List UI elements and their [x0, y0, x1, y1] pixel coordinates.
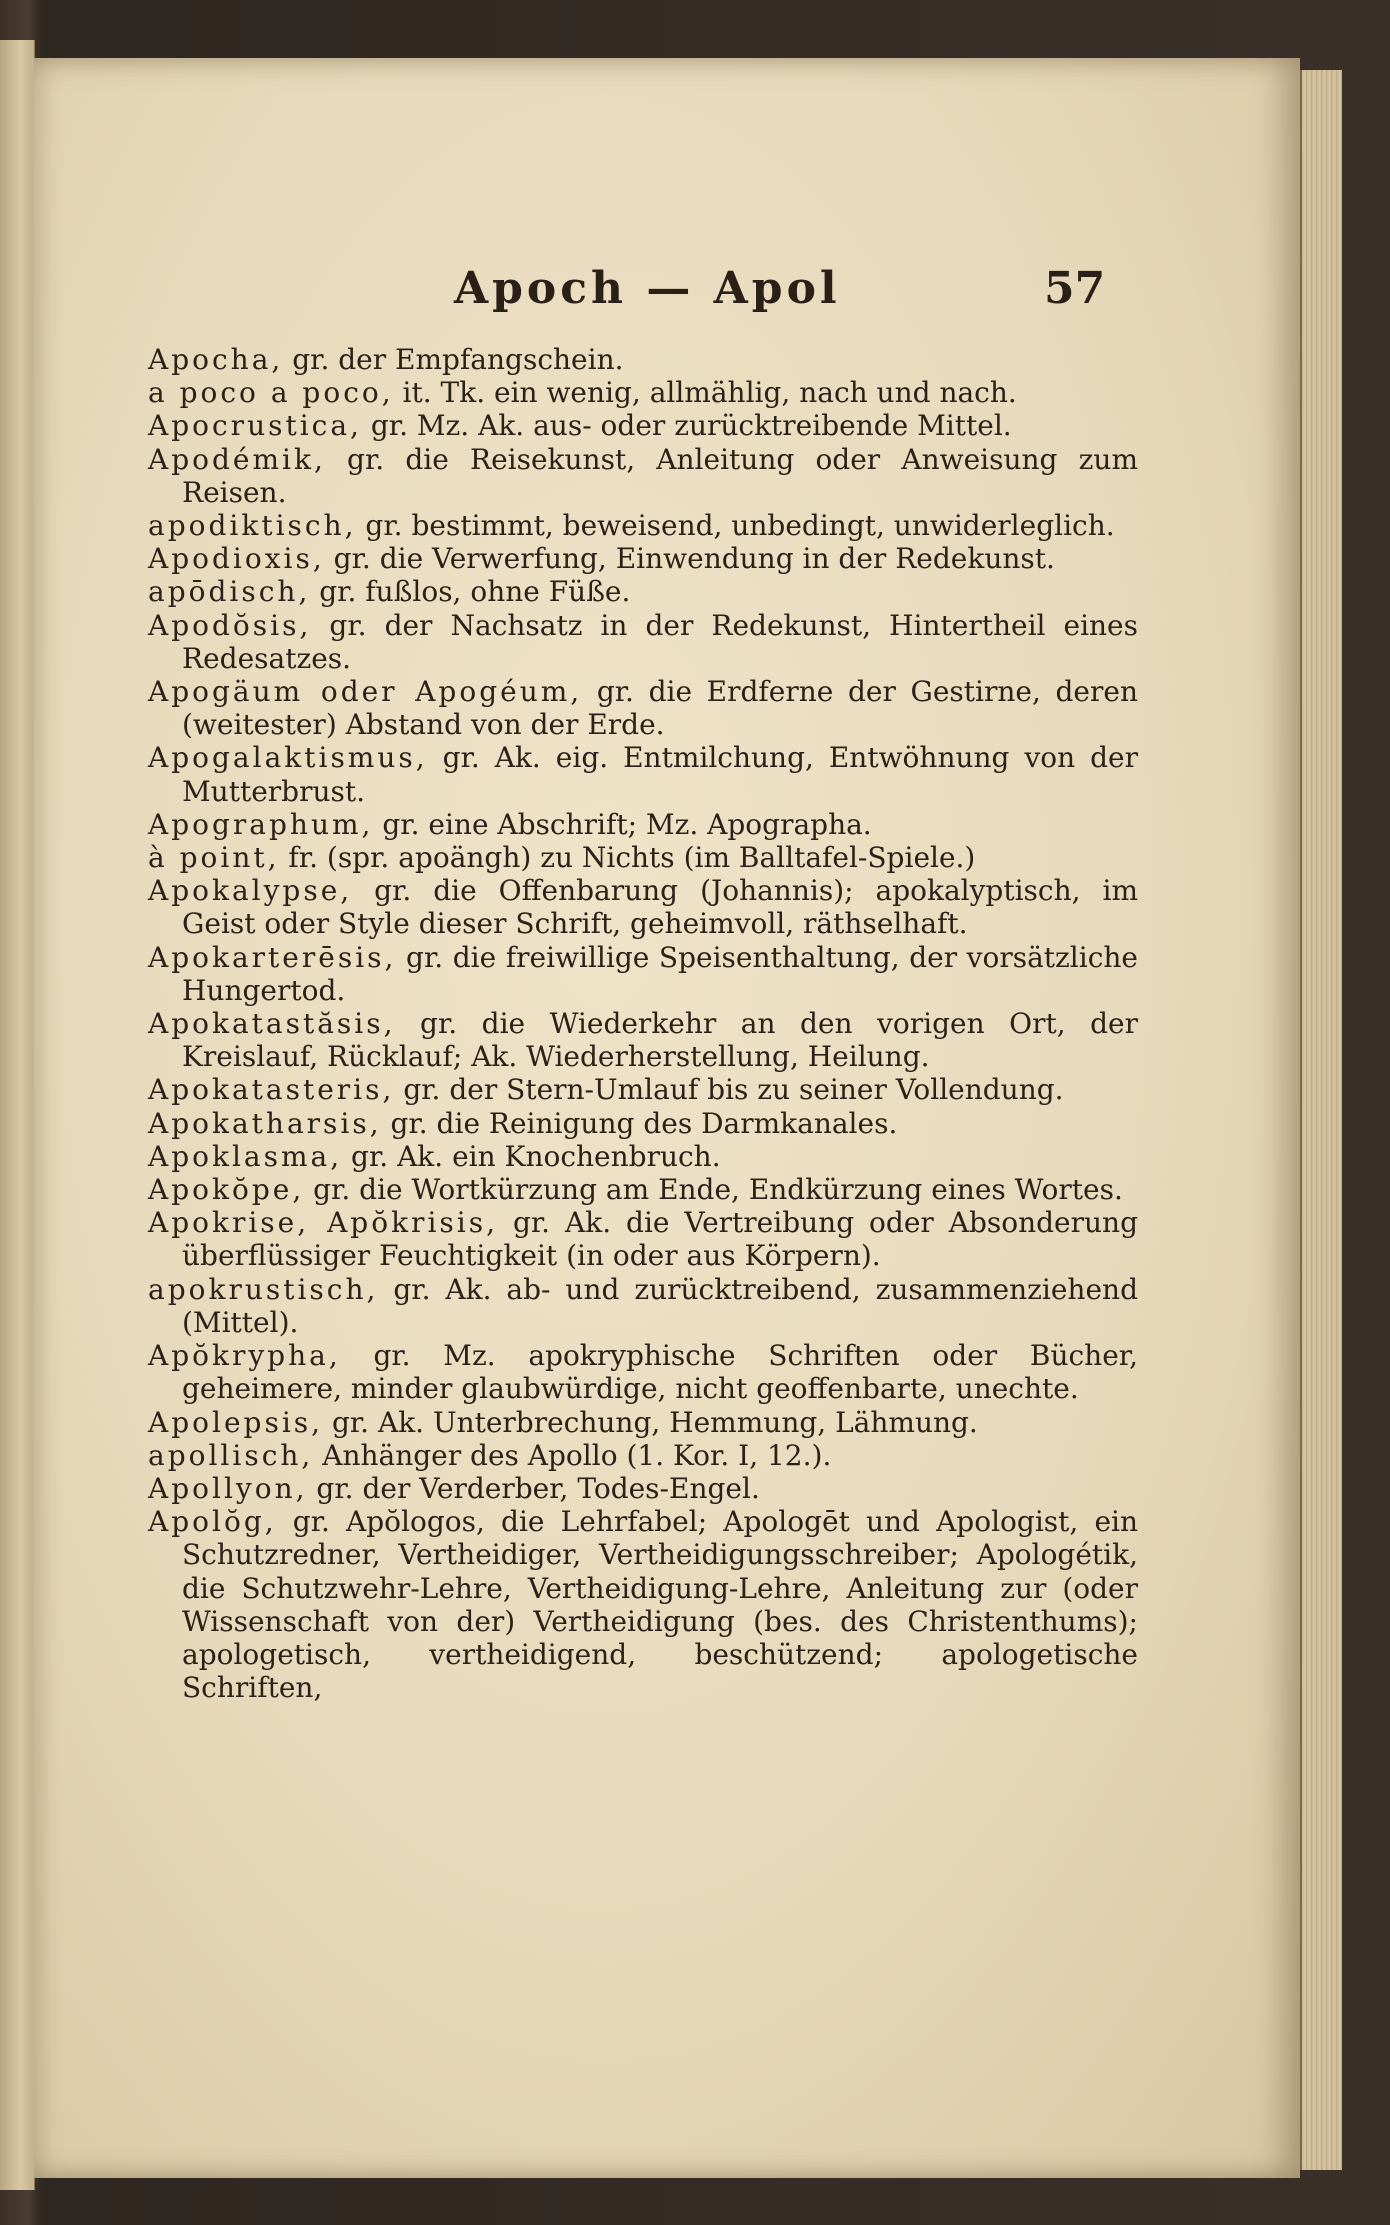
entry-headword: Apographum, — [148, 807, 374, 841]
entry-definition: gr. fußlos, ohne Füße. — [310, 575, 631, 609]
entry-definition: gr. der Nachsatz in der Redekunst, Hintertheil eines Redesatzes. — [182, 608, 1138, 675]
page-number: 57 — [1044, 263, 1106, 314]
dictionary-entry — [148, 1406, 1138, 1439]
entry-headword: Apogäum oder Apogéum, — [148, 675, 583, 709]
entry-headword: Apodioxis, — [148, 542, 325, 576]
entry-definition: gr. Ak. ab- und zurücktreibend, zusammenziehend (Mittel). — [182, 1272, 1138, 1339]
entry-headword: a poco a poco, — [148, 376, 394, 410]
entry-headword: Apŏkrypha, — [148, 1339, 341, 1373]
entry-headword: Apoklasma, — [148, 1139, 343, 1173]
dictionary-entry — [148, 1339, 1138, 1405]
dictionary-entry — [148, 509, 1138, 542]
entry-definition: gr. Mz. apokryphische Schriften oder Bücher, geheimere, minder glaubwürdige, nicht geoffenbarte, unechte. — [182, 1339, 1138, 1406]
entry-headword: Apodŏsis, — [148, 608, 312, 642]
entry-definition: gr. Ak. die Vertreibung oder Absonderung überflüssiger Feuchtigkeit (in oder aus Körpern). — [182, 1206, 1139, 1273]
dictionary-entries — [148, 343, 1138, 1704]
page-header — [34, 263, 1300, 323]
dictionary-entry — [148, 1107, 1138, 1140]
entry-headword: Apollyon, — [148, 1471, 308, 1505]
dictionary-entry — [148, 609, 1138, 675]
entry-definition: gr. die Erdferne der Gestirne, deren (weitester) Abstand von der Erde. — [182, 675, 1138, 742]
dictionary-entry — [148, 542, 1138, 575]
entry-headword: Apokatharsis, — [148, 1106, 382, 1140]
dictionary-entry — [148, 1140, 1138, 1173]
entry-definition: gr. Ak. ein Knochenbruch. — [342, 1139, 721, 1173]
dictionary-entry — [148, 343, 1138, 376]
dictionary-entry — [148, 1439, 1138, 1472]
entry-definition: gr. die Wortkürzung am Ende, Endkürzung eines Wortes. — [304, 1173, 1123, 1207]
dictionary-entry — [148, 874, 1138, 940]
dictionary-entry — [148, 741, 1138, 807]
dictionary-entry — [148, 1273, 1138, 1339]
entry-headword: Apodémik, — [148, 442, 326, 476]
dictionary-entry — [148, 808, 1138, 841]
entry-definition: Anhänger des Apollo (1. Kor. I, 12.). — [313, 1438, 832, 1472]
book-page — [34, 58, 1300, 2178]
entry-definition: gr. Apŏlogos, die Lehrfabel; Apologēt und Apologist, ein Schutzredner, Vertheidiger, Vertheidigungsschreiber; Apologétik, die Schutzwehr-Lehre, Vertheidigung-Lehre, Anleitung zur (oder Wissenschaft von der) Vertheidigung (bes. des Christenthums); apologetisch, vertheidigend, beschützend; apologetische Schriften, — [182, 1505, 1138, 1705]
entry-definition: gr. die Reisekunst, Anleitung oder Anweisung zum Reisen. — [182, 442, 1138, 509]
entry-headword: Apolŏg, — [148, 1505, 277, 1539]
dictionary-entry — [148, 841, 1138, 874]
entry-definition: gr. eine Abschrift; Mz. Apographa. — [373, 807, 872, 841]
entry-headword: Apokarterēsis, — [148, 940, 397, 974]
entry-definition: gr. die Offenbarung (Johannis); apokalyptisch, im Geist oder Style dieser Schrift, geheimvoll, räthselhaft. — [182, 874, 1138, 941]
running-head: Apoch — Apol — [454, 263, 841, 314]
dictionary-entry — [148, 1472, 1138, 1505]
dictionary-entry — [148, 409, 1138, 442]
entry-headword: Apocrustica, — [148, 409, 362, 443]
entry-definition: it. Tk. ein wenig, allmählig, nach und nach. — [393, 376, 1017, 410]
entry-headword: apodiktisch, — [148, 509, 357, 543]
entry-headword: Apokatastăsis, — [148, 1007, 396, 1041]
entry-definition: gr. bestimmt, beweisend, unbedingt, unwiderleglich. — [356, 509, 1115, 543]
entry-headword: Apokatasteris, — [148, 1073, 395, 1107]
dictionary-entry — [148, 1173, 1138, 1206]
entry-definition: fr. (spr. apoängh) zu Nichts (im Balltafel-Spiele.) — [279, 841, 976, 875]
entry-definition: gr. Mz. Ak. aus- oder zurücktreibende Mittel. — [361, 409, 1012, 443]
dictionary-entry — [148, 675, 1138, 741]
dictionary-entry — [148, 1073, 1138, 1106]
dictionary-entry — [148, 941, 1138, 1007]
page-stack-edge — [1300, 70, 1342, 2170]
entry-definition: gr. Ak. eig. Entmilchung, Entwöhnung von der Mutterbrust. — [182, 741, 1138, 808]
dictionary-entry — [148, 1505, 1138, 1704]
entry-definition: gr. der Verderber, Todes-Engel. — [307, 1471, 760, 1505]
entry-definition: gr. die Wiederkehr an den vorigen Ort, der Kreislauf, Rücklauf; Ak. Wiederherstellung, Heilung. — [182, 1007, 1138, 1074]
entry-headword: apōdisch, — [148, 575, 311, 609]
entry-definition: gr. die Reinigung des Darmkanales. — [381, 1106, 898, 1140]
entry-definition: gr. Ak. Unterbrechung, Hemmung, Lähmung. — [323, 1405, 978, 1439]
dictionary-entry — [148, 443, 1138, 509]
entry-headword: Apolepsis, — [148, 1405, 324, 1439]
entry-headword: apokrustisch, — [148, 1272, 379, 1306]
entry-definition: gr. der Empfangschein. — [283, 343, 624, 376]
dictionary-entry — [148, 1206, 1138, 1272]
dictionary-entry — [148, 575, 1138, 608]
dictionary-entry — [148, 1007, 1138, 1073]
entry-definition: gr. die freiwillige Speisenthaltung, der vorsätzliche Hungertod. — [182, 940, 1138, 1007]
entry-definition: gr. der Stern-Umlauf bis zu seiner Vollendung. — [394, 1073, 1064, 1107]
entry-definition: gr. die Verwerfung, Einwendung in der Redekunst. — [324, 542, 1055, 576]
left-page-edge — [0, 40, 35, 2190]
entry-headword: à point, — [148, 841, 280, 875]
entry-headword: Apokalypse, — [148, 874, 353, 908]
entry-headword: Apokŏpe, — [148, 1173, 305, 1207]
dictionary-entry — [148, 376, 1138, 409]
entry-headword: Apogalaktismus, — [148, 741, 428, 775]
entry-headword: Apocha, — [148, 343, 284, 376]
entry-headword: apollisch, — [148, 1438, 314, 1472]
entry-headword: Apokrise, Apŏkrisis, — [148, 1206, 498, 1240]
